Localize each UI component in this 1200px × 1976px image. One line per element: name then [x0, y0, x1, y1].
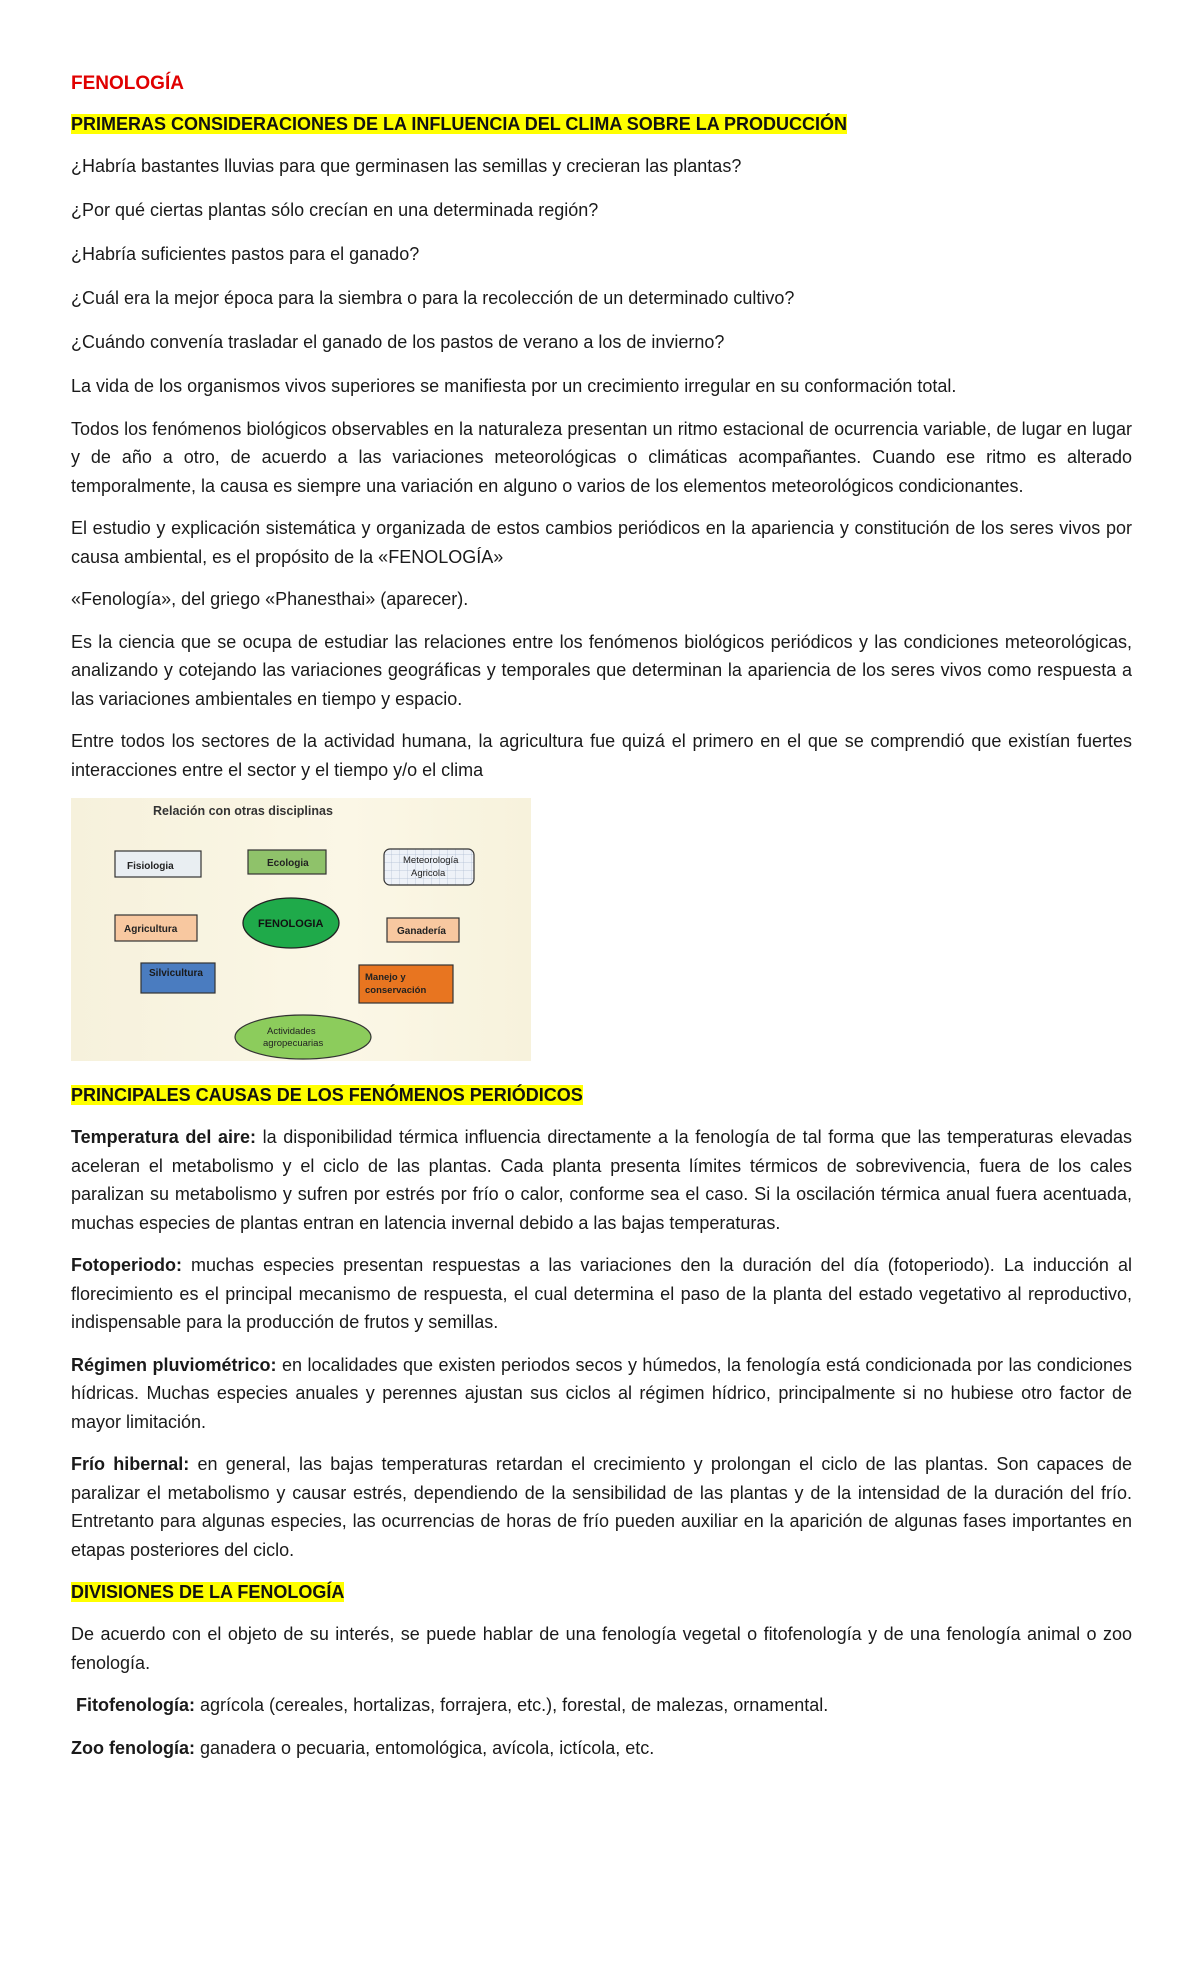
document-page: [71, 70, 1132, 1776]
paragraph-6: Entre todos los sectores de la actividad humana, la agricultura fue quizá el primero en el que se comprendió que existían fuertes interacciones entre el sector y el tiempo y/o el clima: [71, 731, 1132, 780]
disciplines-diagram-svg: [71, 798, 531, 1061]
disciplines-diagram: [71, 798, 531, 1061]
manejo-label-1: Manejo y: [365, 972, 406, 983]
diagram-title: Relación con otras disciplinas: [153, 804, 333, 818]
cause-fotoperiodo-text: muchas especies presentan respuestas a las variaciones den la duración del día (fotoperiodo). La inducción al florecimiento es el principal mecanismo de respuesta, el cual determina el paso de la planta del estado vegetativo al reproductivo, indispensable para la producción de frutos y semillas.: [71, 1255, 1132, 1332]
cause-regimen: [71, 1351, 1132, 1437]
paragraph-2: Todos los fenómenos biológicos observables en la naturaleza presentan un ritmo estacional de ocurrencia variable, de lugar en lugar y de año a otro, de acuerdo a las variaciones meteorológicas o climáticas acompañantes. Cuando ese ritmo es alterado temporalmente, la causa es siempre una variación en alguno o varios de los elementos meteorológicos condicionantes.: [71, 418, 1132, 496]
fenologia-label: FENOLOGIA: [258, 918, 324, 930]
division-fitofenologia-label: Fitofenología:: [76, 1695, 195, 1715]
manejo-box: [359, 965, 453, 1003]
section-heading-2: [71, 1081, 1132, 1111]
cause-temperatura-text: la disponibilidad térmica influencia directamente a la fenología de tal forma que las temperaturas elevadas aceleran el metabolismo y el ciclo de las plantas. Cada planta presenta límites térmicos de sobrevivencia, fuera de los cales paralizan su metabolismo y sufren por estrés por frío o calor, conforme sea el caso. Si la oscilación térmica anual fuera acentuada, muchas especies de plantas entran en latencia invernal debido a las bajas temperaturas.: [71, 1127, 1132, 1233]
ecologia-label: Ecologia: [267, 858, 309, 869]
paragraph-3: El estudio y explicación sistemática y organizada de estos cambios periódicos en la apariencia y constitución de los seres vivos por causa ambiental, es el propósito de la «FENOLOGÍA»: [71, 518, 1132, 567]
cause-regimen-text: en localidades que existen periodos secos y húmedos, la fenología está condicionada por las condiciones hídricas. Muchas especies anuales y perennes ajustan sus ciclos al régimen hídrico, principalmente si no hubiese otro factor de mayor limitación.: [71, 1354, 1132, 1432]
cause-fotoperiodo: [71, 1251, 1132, 1337]
division-zoofenologia-text: ganadera o pecuaria, entomológica, avícola, ictícola, etc.: [194, 1737, 655, 1758]
question-1: ¿Habría bastantes lluvias para que germinasen las semillas y crecieran las plantas?: [71, 156, 742, 176]
cause-frio-label: Frío hibernal:: [71, 1454, 190, 1474]
section-heading-3-text: DIVISIONES DE LA FENOLOGÍA: [71, 1582, 345, 1602]
ganaderia-label: Ganadería: [397, 926, 446, 937]
section-heading-3: [71, 1578, 1132, 1608]
document-title: FENOLOGÍA: [71, 73, 184, 94]
section-heading-1: [71, 110, 1132, 140]
section-heading-2-text: PRINCIPALES CAUSAS DE LOS FENÓMENOS PERIÓDICOS: [71, 1085, 583, 1105]
division-fitofenologia-text: agrícola (cereales, hortalizas, forrajera, etc.), forestal, de malezas, ornamental.: [195, 1695, 829, 1715]
question-5: ¿Cuándo convenía trasladar el ganado de los pastos de verano a los de invierno?: [71, 332, 725, 352]
manejo-label-2: conservación: [365, 985, 427, 996]
actividades-ellipse: [235, 1015, 371, 1059]
agricultura-label: Agricultura: [124, 924, 178, 935]
cause-temperatura: [71, 1123, 1132, 1237]
division-zoofenologia-label: Zoo fenología:: [71, 1737, 195, 1758]
cause-frio-text: en general, las bajas temperaturas retardan el crecimiento y prolongan el ciclo de las plantas. Son capaces de paralizar el metabolismo y causar estrés, dependiendo de la sensibilidad de las plantas y de la intensidad de la duración del frío. Entretanto para algunas especies, las ocurrencias de horas de frío pueden auxiliar en la aparición de algunas fases importantes en etapas posteriores del ciclo.: [71, 1454, 1132, 1560]
actividades-label-2: agropecuarias: [263, 1038, 324, 1049]
question-3: ¿Habría suficientes pastos para el ganado?: [71, 244, 420, 264]
meteorologia-label-2: Agricola: [411, 868, 446, 879]
paragraph-4: «Fenología», del griego «Phanesthai» (aparecer).: [71, 589, 469, 609]
actividades-label-1: Actividades: [267, 1026, 316, 1037]
meteorologia-label-1: Meteorología: [403, 855, 459, 866]
paragraph-1: La vida de los organismos vivos superiores se manifiesta por un crecimiento irregular en su conformación total.: [71, 376, 957, 396]
question-4: ¿Cuál era la mejor época para la siembra o para la recolección de un determinado cultivo?: [71, 288, 795, 308]
division-fitofenologia: [71, 1691, 1132, 1720]
cause-temperatura-label: Temperatura del aire:: [71, 1127, 256, 1147]
paragraph-5: Es la ciencia que se ocupa de estudiar las relaciones entre los fenómenos biológicos periódicos y las condiciones meteorológicas, analizando y cotejando las variaciones geográficas y temporales que determinan la apariencia de los seres vivos como respuesta a las variaciones ambientales en tiempo y espacio.: [71, 631, 1132, 709]
section-heading-1-text: PRIMERAS CONSIDERACIONES DE LA INFLUENCIA DEL CLIMA SOBRE LA PRODUCCIÓN: [71, 114, 848, 134]
cause-fotoperiodo-label: Fotoperiodo:: [71, 1255, 182, 1275]
cause-frio: [71, 1450, 1132, 1564]
silvicultura-label: Silvicultura: [149, 968, 203, 979]
divisions-paragraph: De acuerdo con el objeto de su interés, se puede hablar de una fenología vegetal o fitofenología y de una fenología animal o zoo fenología.: [71, 1624, 1132, 1673]
cause-regimen-label: Régimen pluviométrico:: [71, 1354, 277, 1375]
fisiologia-label: Fisiologia: [127, 861, 174, 872]
division-zoofenologia: [71, 1734, 1132, 1763]
question-2: ¿Por qué ciertas plantas sólo crecían en una determinada región?: [71, 200, 599, 220]
